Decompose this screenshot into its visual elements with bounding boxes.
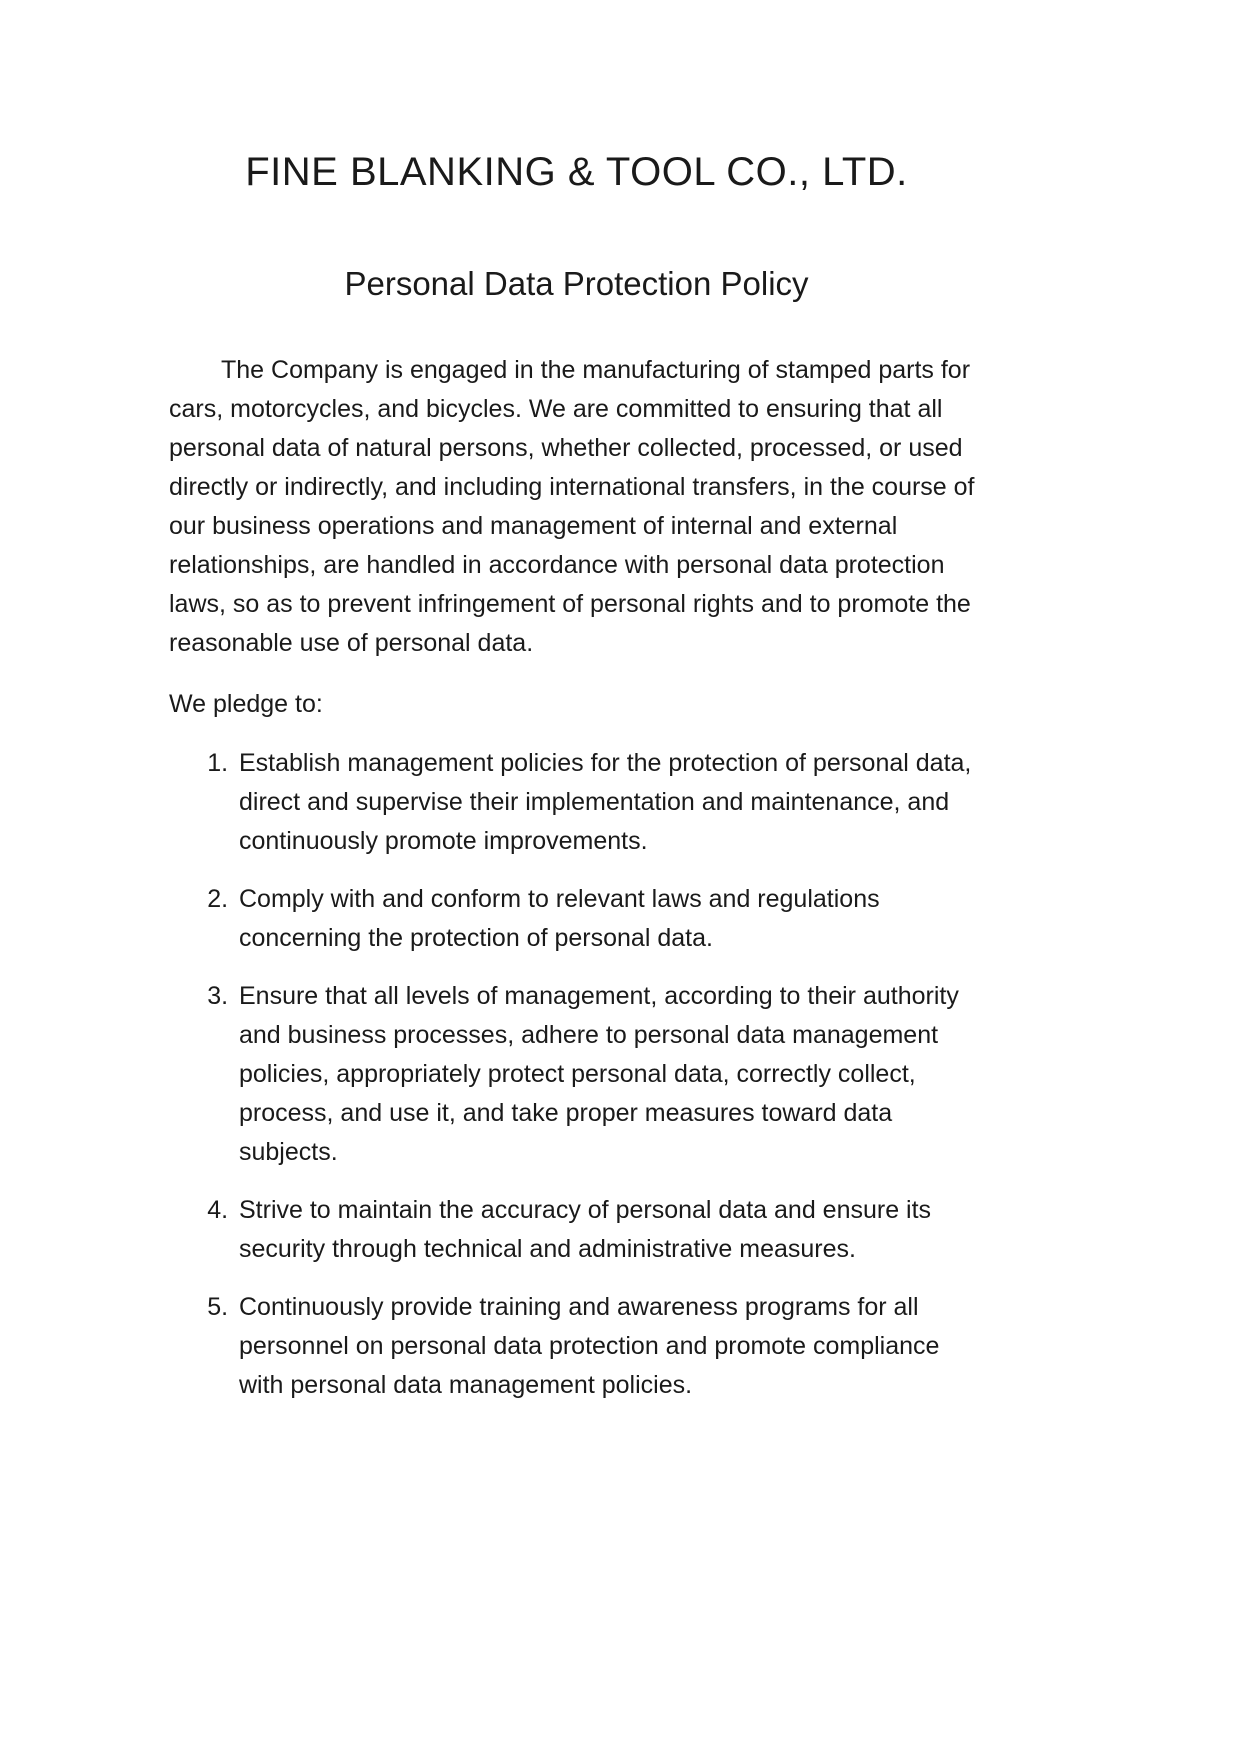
pledge-intro: We pledge to: [169,690,323,718]
page-subtitle: Personal Data Protection Policy [344,265,809,302]
pledge-item: 2. Comply with and conform to relevant laws and regulations concerning the protection of personal data. [235,880,984,958]
intro-paragraph: The Company is engaged in the manufacturing of stamped parts for cars, motorcycles, and bicycles. We are committed to ensuring that all personal data of natural persons, whether collected, processed, or used directly or indirectly, and including international transfers, in the course of our business operations and management of internal and external relationships, are handled in accordance with personal data protection laws, so as to prevent infringement of personal rights and to promote the reasonable use of personal data. [169,356,975,657]
pledge-item: 1. Establish management policies for the protection of personal data, direct and supervise their implementation and maintenance, and continuously promote improvements. [235,744,984,861]
pledge-item: 5. Continuously provide training and awareness programs for all personnel on personal data protection and promote compliance with personal data management policies. [235,1288,984,1405]
pledge-item: 4. Strive to maintain the accuracy of personal data and ensure its security through technical and administrative measures. [235,1191,984,1269]
document-content [169,150,984,1405]
pledge-list [169,744,984,1405]
page-title: FINE BLANKING & TOOL CO., LTD. [245,150,908,194]
pledge-item: 3. Ensure that all levels of management, according to their authority and business processes, adhere to personal data management policies, appropriately protect personal data, correctly collect, process, and use it, and take proper measures toward data subjects. [235,977,984,1172]
